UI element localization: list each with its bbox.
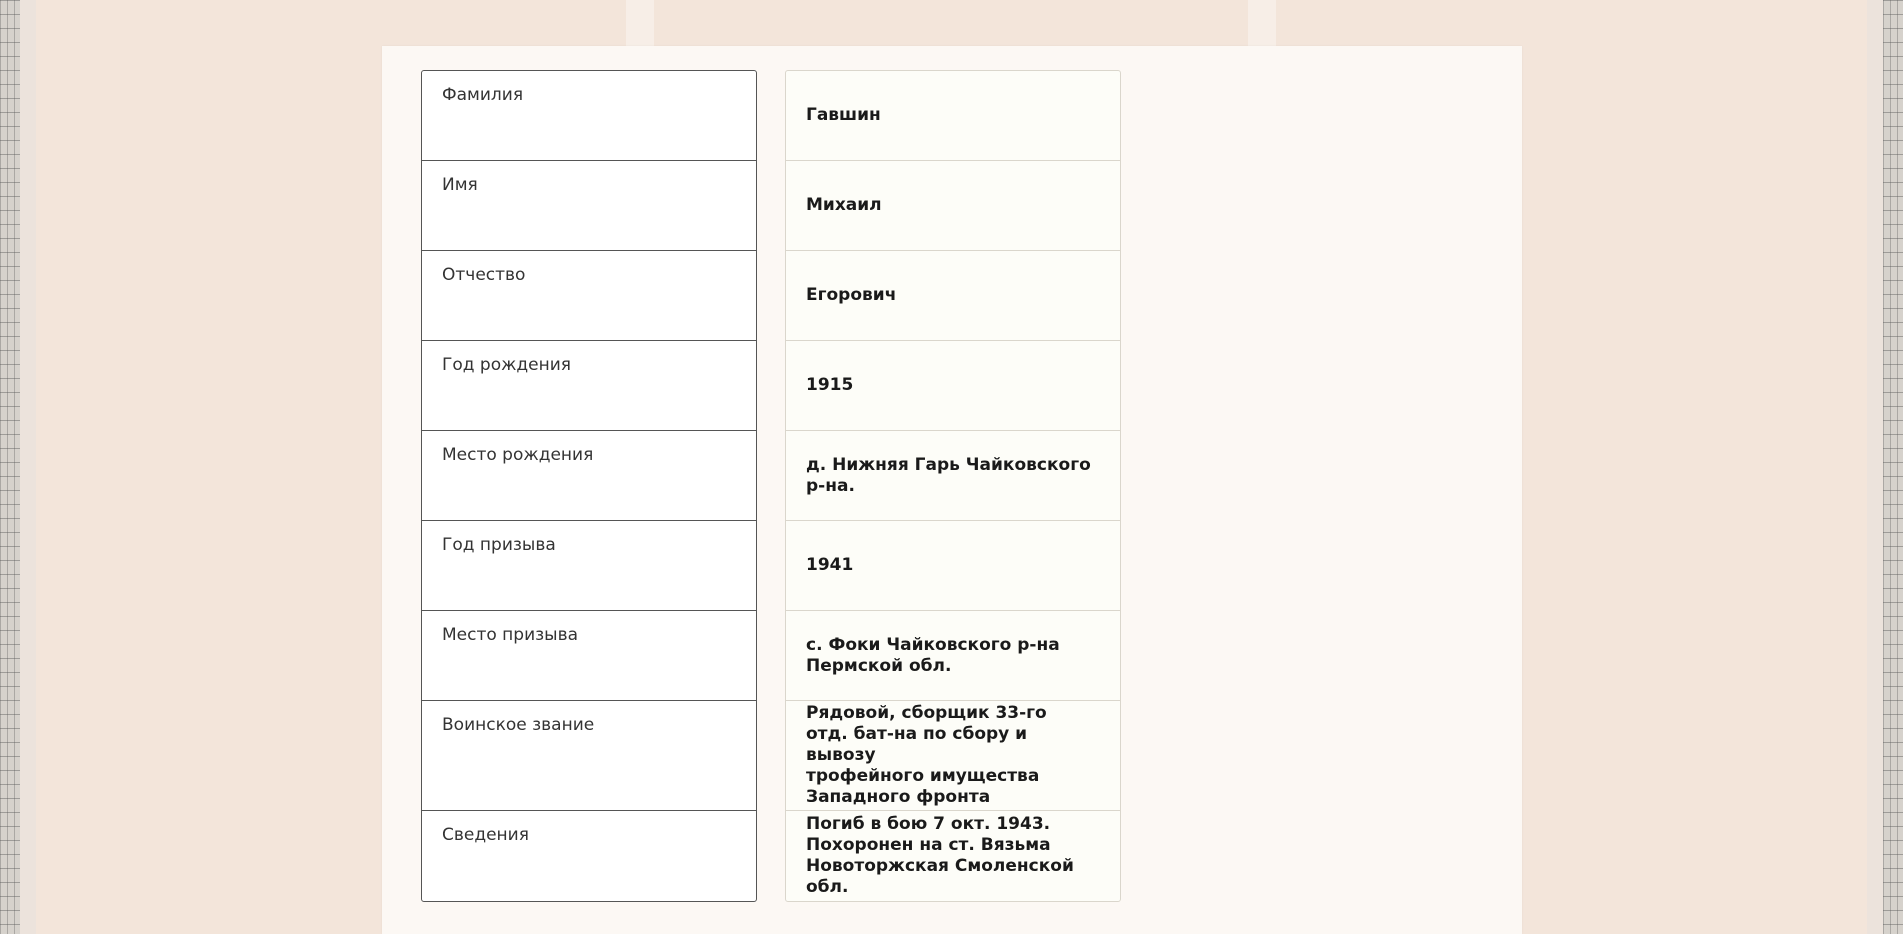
label-birth-place: Место рождения <box>422 431 756 521</box>
label-conscription-place: Место призыва <box>422 611 756 701</box>
label-conscription-year: Год призыва <box>422 521 756 611</box>
background-pillar <box>626 0 654 46</box>
label-surname: Фамилия <box>422 71 756 161</box>
label-birth-year: Год рождения <box>422 341 756 431</box>
value-details: Погиб в бою 7 окт. 1943. Похоронен на ст. Вязьма Новоторжская Смоленской обл. <box>806 814 1074 897</box>
label-military-rank: Воинское звание <box>422 701 756 811</box>
right-border-strip <box>1867 0 1883 934</box>
field-labels-table <box>421 70 757 902</box>
left-edge-decoration <box>0 0 21 934</box>
value-first-name: Михаил <box>786 161 1120 251</box>
value-birth-year: 1915 <box>786 341 1120 431</box>
label-patronymic: Отчество <box>422 251 756 341</box>
value-patronymic: Егорович <box>786 251 1120 341</box>
value-military-rank: Рядовой, сборщик 33-го отд. бат-на по сбору и вывозу трофейного имущества Западного фронта <box>786 701 1120 811</box>
label-first-name: Имя <box>422 161 756 251</box>
right-edge-decoration <box>1882 0 1903 934</box>
left-border-strip <box>20 0 36 934</box>
value-conscription-year: 1941 <box>786 521 1120 611</box>
label-details: Сведения <box>442 825 529 845</box>
value-surname: Гавшин <box>786 71 1120 161</box>
value-conscription-place: с. Фоки Чайковского р-на Пермской обл. <box>786 611 1120 701</box>
field-values-table <box>785 70 1121 902</box>
value-birth-place: д. Нижняя Гарь Чайковского р-на. <box>786 431 1120 521</box>
record-panel <box>382 46 1522 934</box>
background-pillar <box>1248 0 1276 46</box>
